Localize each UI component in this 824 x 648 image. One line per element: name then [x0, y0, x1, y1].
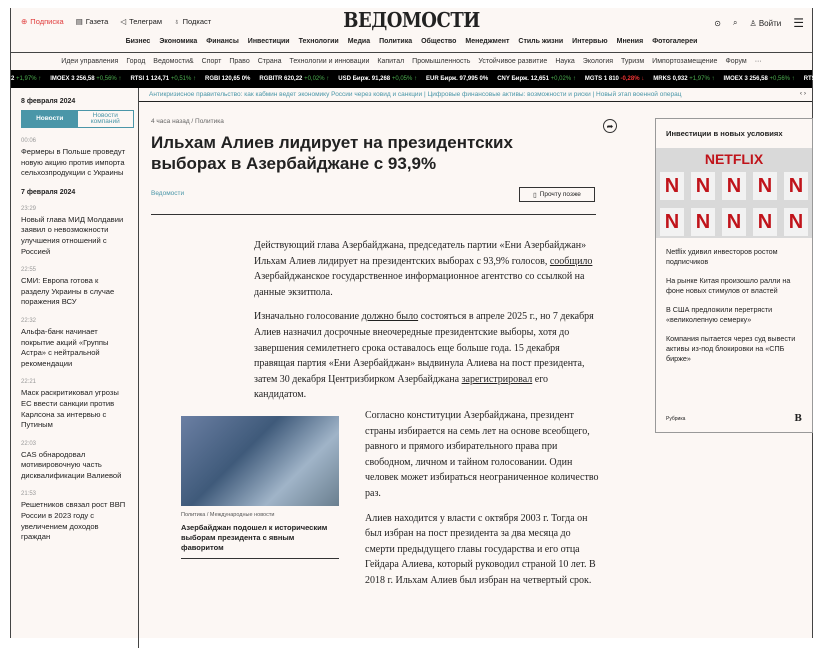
page-frame	[10, 8, 823, 638]
tab-company-news[interactable]: Новости компаний	[90, 111, 120, 125]
card-link[interactable]: Netflix удивил инвесторов ростом подписчиков	[666, 247, 778, 266]
subnav-item[interactable]: Туризм	[621, 58, 645, 65]
paragraph: Изначально голосование должно было состояться в апреле 2025 г., но 7 декабря Алиев назначил досрочные внеочередные президентские выборы, хотя до завершения семилетнего срока оставалось еще больше года. 15 декабря правящая партия «Ени Азербайджан» выдвинула Алиева на пост президента, затем 30 декабря Центризбирком Азербайджана зарегистрировал его кандидатом.	[254, 311, 594, 401]
article-body-cont	[365, 408, 599, 598]
link[interactable]: сообщило	[549, 255, 593, 267]
card-link[interactable]: В США предложили перетрясти «великолепную семерку»	[666, 305, 773, 324]
news-item[interactable]	[21, 379, 128, 430]
ticker-value: 91,268	[371, 76, 391, 82]
subnav-item[interactable]: Идеи управления	[61, 58, 119, 65]
article-title: Ильхам Алиев лидирует на президентских выборах в Азербайджане с 93,9%	[151, 133, 513, 173]
subnav-item[interactable]: Капитал	[377, 58, 405, 65]
related-meta: Политика / Международные новости	[181, 512, 275, 518]
divider	[151, 214, 596, 215]
news-tabs	[21, 110, 134, 128]
ticker-item[interactable]	[259, 76, 329, 82]
ticker-name: IMOEX	[723, 76, 743, 82]
ticker-item[interactable]	[804, 76, 823, 82]
subnav-item[interactable]: Страна	[257, 58, 282, 65]
nav-item[interactable]: Фотогалереи	[652, 38, 698, 45]
card-title[interactable]: Инвестиции в новых условиях	[666, 129, 783, 138]
news-item[interactable]	[21, 318, 128, 369]
nav-item[interactable]: Экономика	[159, 38, 198, 45]
sub-nav	[11, 52, 812, 70]
ticker-value: 1 124,71	[145, 76, 170, 82]
market-ticker	[11, 70, 823, 88]
menu-icon[interactable]: ☰	[793, 16, 804, 30]
news-time: 00:06	[21, 138, 37, 144]
news-time: 23:29	[21, 205, 37, 212]
share-icon[interactable]: ➦	[603, 119, 617, 133]
ticker-value: 3 256,58	[744, 76, 768, 82]
news-item[interactable]	[21, 206, 128, 257]
article-source[interactable]: Ведомости	[151, 190, 185, 197]
news-item[interactable]	[21, 491, 128, 542]
promo-card	[655, 118, 813, 433]
news-title[interactable]: Альфа-банк начинает покрытие акций «Группы Астра» с нейтральной рекомендации	[21, 326, 109, 368]
card-link[interactable]: На рынке Китая произошло ралли на фоне новых стимулов от властей	[666, 276, 791, 295]
news-time: 22:21	[21, 379, 37, 386]
microphone-icon: ♁	[173, 17, 180, 26]
paragraph: Согласно конституции Азербайджана, президент страны избирается на семь лет на основе всеобщего, равного и прямого избирательного права при свободном, личном и тайном голосовании. Один человек может избираться неограниченное количество раз.	[365, 410, 599, 499]
ticker-name: MRKS	[653, 76, 671, 82]
subnav-item[interactable]: Наука	[555, 58, 575, 65]
main-nav	[11, 38, 812, 45]
news-time: 22:55	[21, 267, 37, 274]
related-title[interactable]: Азербайджан подошел к историческим выборам президента с явным фаворитом	[181, 523, 339, 559]
topics-strip	[139, 88, 812, 102]
search-icon[interactable]: ⌕	[732, 18, 738, 27]
strip-arrows[interactable]: ‹ ›	[799, 90, 806, 97]
top-bar	[11, 8, 812, 38]
ticker-item[interactable]	[653, 76, 714, 82]
subnav-item[interactable]: Устойчивое развитие	[478, 58, 548, 65]
news-title[interactable]: Фермеры в Польше проведут новую акцию против импорта сельхозпродукции с Украины	[21, 147, 126, 178]
subnav-item[interactable]: Ведомости&	[153, 58, 194, 65]
ticker-name: RGBITR	[259, 76, 283, 82]
nav-item[interactable]: Политика	[379, 38, 413, 45]
news-title[interactable]: CAS обнародовал мотивировочную часть дисквалификации Валиевой	[21, 449, 122, 480]
ticker-value: 2	[11, 76, 15, 82]
date-heading: 7 февраля 2024	[21, 188, 76, 196]
news-item[interactable]	[21, 138, 128, 179]
telegram-link[interactable]: ◁ Телеграм	[120, 17, 162, 26]
subnav-item[interactable]: Технологии и инновации	[289, 58, 370, 65]
ticker-name: RGBI	[205, 76, 220, 82]
ticker-change: +0,05% ↑	[391, 76, 417, 82]
podcast-link[interactable]: ♁ Подкаст	[173, 17, 212, 26]
ticker-value: 12,651	[530, 76, 549, 82]
ticker-value: 97,995	[459, 76, 478, 82]
paragraph: Действующий глава Азербайджана, председатель партии «Ени Азербайджан» Ильхам Алиев лидирует на президентских выборах с 93,9% голосов, сообщило Азербайджанское государственное информационное агентство со ссылкой на данные экзитпола.	[254, 240, 593, 298]
ticker-name: RTSI	[130, 76, 145, 82]
vedomosti-mark: В	[794, 414, 802, 424]
subnav-item[interactable]: Экология	[582, 58, 614, 65]
ticker-change: +0,56% ↑	[769, 76, 795, 82]
link[interactable]: зарегистрировал	[461, 373, 533, 385]
ticker-change: +0,56% ↑	[96, 76, 122, 82]
news-title[interactable]: Маск раскритиковал угрозы ЕС ввести санкции против Карлсона за интервью с Путиным	[21, 388, 119, 430]
ticker-item[interactable]	[426, 76, 488, 82]
logo[interactable]: ВЕДОМОСТИ	[343, 8, 480, 33]
nav-item[interactable]: Технологии	[298, 38, 339, 45]
subscribe-link[interactable]: ⊕ Подписка	[21, 17, 64, 26]
newspaper-icon: ▤	[75, 17, 83, 26]
ticker-name: IMOEX	[50, 76, 70, 82]
nav-item[interactable]: Мнения	[616, 38, 644, 45]
news-time: 22:32	[21, 317, 37, 324]
news-title[interactable]: Решетников связал рост ВВП России в 2023 году с увеличением доходов граждан	[21, 500, 126, 542]
paragraph: Алиев находится у власти с октября 2003 г. Тогда он был избран на пост президента за два месяца до смерти предыдущего главы государства и его отца Гейдара Алиева, который руководил страной 10 лет. В 2018 г. Ильхам Алиев был избран на четвертый срок.	[365, 512, 596, 586]
ticker-change: -0,28% ↓	[620, 76, 645, 82]
news-item[interactable]	[21, 267, 128, 308]
ticker-name: EUR Бирж.	[426, 76, 458, 82]
ticker-change: 0%	[241, 76, 251, 82]
ticker-value: 0,932	[672, 76, 688, 82]
date-heading: 8 февраля 2024	[21, 98, 76, 105]
news-time: 21:53	[21, 491, 37, 498]
subnav-item[interactable]: Импортозамещение	[652, 58, 718, 65]
ticker-item[interactable]	[205, 76, 250, 82]
ticker-value: 120,65	[221, 76, 241, 82]
news-item[interactable]	[21, 441, 128, 482]
news-title[interactable]: СМИ: Европа готова к разделу Украины в случае поражения ВСУ	[21, 276, 115, 307]
bookmark-icon: ▯	[533, 191, 537, 199]
login-button[interactable]: ♙ Войти	[749, 18, 782, 28]
topics-links[interactable]: Антикризисное правительство: как кабмин ведет экономику России через ковид и санкции | Цифровые финансовые активы: возможности и риски | Новый этап военной операц	[149, 91, 682, 98]
nav-item[interactable]: Интервью	[572, 38, 608, 45]
subnav-item[interactable]: Спорт	[201, 58, 222, 65]
news-sidebar	[11, 88, 139, 648]
ticker-item[interactable]	[50, 76, 121, 82]
card-link[interactable]: Компания пытается через суд вывести активы из-под блокировки на «СПБ бирже»	[666, 334, 796, 363]
read-later-button[interactable]: ▯ Прочту позже	[519, 187, 595, 202]
ticker-item[interactable]	[585, 76, 644, 82]
ticker-change: 0%	[479, 76, 489, 82]
card-image: NETFLIX N N N N N N N N N N	[656, 148, 812, 238]
article-meta: 4 часа назад / Политика	[151, 118, 224, 125]
ticker-change: +0,02% ↑	[550, 76, 576, 82]
ticker-item[interactable]	[338, 76, 417, 82]
newspaper-link[interactable]: ▤ Газета	[75, 17, 109, 26]
related-article[interactable]	[181, 416, 339, 559]
nav-item[interactable]: Менеджмент	[465, 38, 510, 45]
ticker-change: +0,51% ↑	[170, 76, 196, 82]
ticker-name: CNY Бирж.	[497, 76, 529, 82]
ticker-item[interactable]	[723, 76, 794, 82]
ticker-value: 620,22	[284, 76, 303, 82]
nav-item[interactable]: Бизнес	[125, 38, 151, 45]
ticker-change: +1,97% ↑	[16, 76, 42, 82]
ticker-item[interactable]	[130, 76, 196, 82]
subnav-item[interactable]: Промышленность	[412, 58, 471, 65]
subnav-item[interactable]: ···	[754, 58, 762, 65]
telegram-icon: ◁	[120, 17, 127, 26]
ticker-value: 3 256,58	[71, 76, 95, 82]
ticker-value: 1	[819, 76, 823, 82]
user-icon: ♙	[749, 18, 757, 28]
card-footer-label: Рубрика	[666, 416, 686, 422]
tab-news[interactable]: Новости	[22, 111, 78, 127]
netflix-logo: NETFLIX	[704, 151, 764, 167]
link[interactable]: должно было	[361, 311, 419, 323]
ticker-name: RTSI	[803, 76, 818, 82]
nav-item[interactable]: Стиль жизни	[518, 38, 564, 45]
location-icon[interactable]: ⊙	[714, 18, 721, 28]
subnav-item[interactable]: Право	[229, 58, 250, 65]
ticker-item[interactable]	[11, 76, 41, 82]
subnav-item[interactable]: Форум	[725, 58, 747, 65]
article-body	[254, 238, 599, 412]
ticker-item[interactable]	[497, 76, 576, 82]
ticker-name: MGTS	[584, 76, 603, 82]
related-image	[181, 416, 339, 506]
nav-item[interactable]: Инвестиции	[247, 38, 290, 45]
subnav-item[interactable]: Город	[126, 58, 146, 65]
ticker-value: 1 810	[603, 76, 619, 82]
news-time: 22:03	[21, 440, 37, 447]
ticker-change: +0,02% ↑	[304, 76, 330, 82]
plus-circle-icon: ⊕	[21, 17, 28, 26]
nav-item[interactable]: Общество	[421, 38, 457, 45]
news-title[interactable]: Новый глава МИД Молдавии заявил о невозможности улучшения отношений с Россией	[21, 214, 124, 256]
ticker-name: USD Бирж.	[338, 76, 371, 82]
ticker-change: +1,97% ↑	[689, 76, 715, 82]
nav-item[interactable]: Медиа	[347, 38, 371, 45]
nav-item[interactable]: Финансы	[206, 38, 239, 45]
